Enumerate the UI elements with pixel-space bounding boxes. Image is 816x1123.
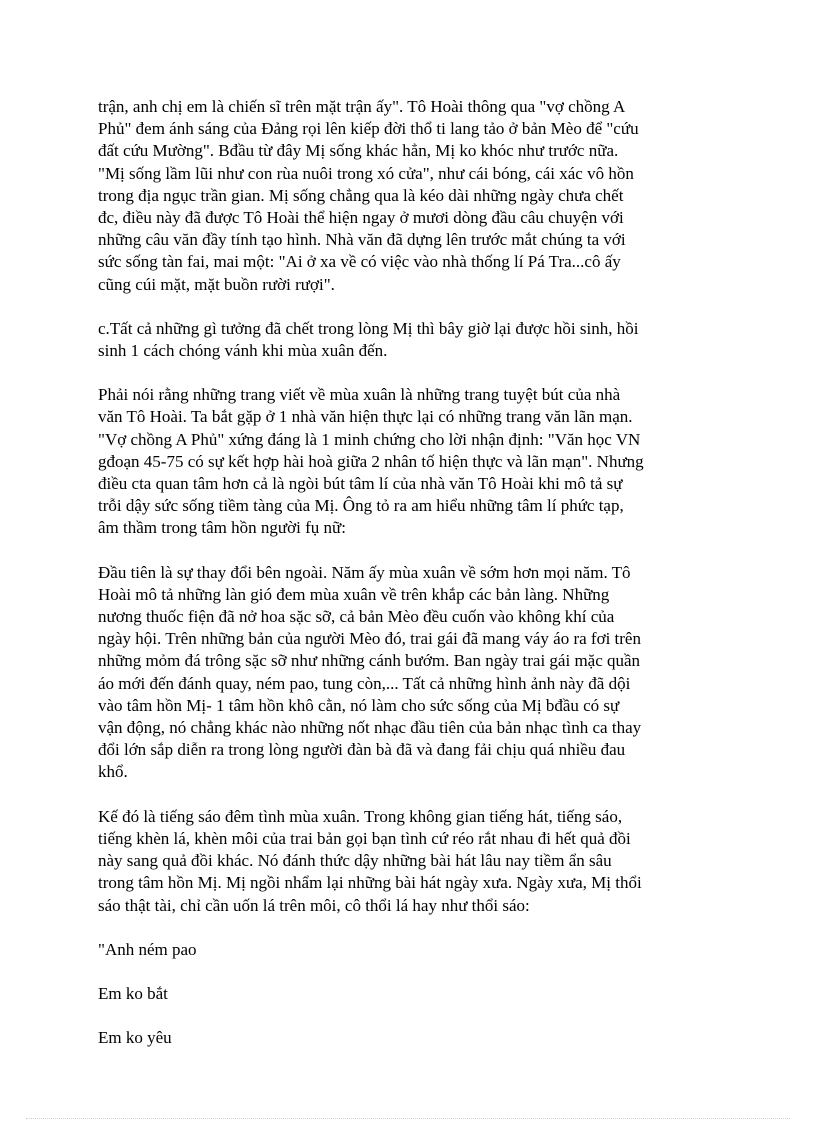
text-line: tiếng khèn lá, khèn môi của trai bản gọi bạn tình cứ réo rắt nhau đi hết quả đồi	[98, 828, 631, 848]
text-line: áo mới đến đánh quay, ném pao, tung còn,... Tất cả những hình ảnh này đã dội	[98, 673, 631, 693]
text-line: vận động, nó chẳng khác nào những nốt nhạc đầu tiên của bản nhạc tình ca thay	[98, 718, 642, 738]
paragraph-mi-song-lam-lui	[98, 96, 716, 296]
text-line: những câu văn đầy tính tạo hình. Nhà văn đã dựng lên trước mắt chúng ta với	[98, 230, 626, 250]
text-line: đc, điều này đã được Tô Hoài thể hiện ngay ở mươi dòng đầu câu chuyện với	[98, 208, 624, 228]
text-line: khổ.	[98, 762, 128, 782]
section-heading-c	[98, 318, 716, 362]
poem-line: Em ko yêu	[98, 1028, 172, 1048]
paragraph-tieng-sao	[98, 806, 716, 917]
poem-line: Em ko bắt	[98, 983, 168, 1003]
text-line: ngày hội. Trên những bản của người Mèo đó, trai gái đã mang váy áo ra fơi trên	[98, 629, 641, 649]
text-line: trỗi dậy sức sống tiềm tàng của Mị. Ông tỏ ra am hiểu những tâm lí phức tạp,	[98, 496, 624, 516]
text-line: nương thuốc fiện đã nở hoa sặc sỡ, cả bản Mèo đều cuốn vào không khí của	[98, 607, 615, 627]
text-line: c.Tất cả những gì tưởng đã chết trong lòng Mị thì bây giờ lại được hồi sinh, hồi	[98, 318, 639, 338]
text-line: văn Tô Hoài. Ta bắt gặp ở 1 nhà văn hiện thực lại có những trang văn lãn mạn.	[98, 407, 633, 427]
text-line: đổi lớn sắp diễn ra trong lòng người đàn bà đã và đang fải chịu quá nhiều đau	[98, 740, 626, 760]
text-line: "Mị sống lầm lũi như con rùa nuôi trong xó cửa", như cái bóng, cái xác vô hồn	[98, 163, 634, 183]
text-line: âm thầm trong tâm hồn người fụ nữ:	[98, 518, 346, 538]
page-bottom-divider	[26, 1118, 790, 1119]
paragraph-mua-xuan	[98, 384, 716, 539]
text-line: gđoạn 45-75 có sự kết hợp hài hoà giữa 2 nhân tố hiện thực và lãn mạn". Nhưng	[98, 451, 644, 471]
poem-excerpt	[98, 939, 716, 1050]
text-line: trong địa ngục trần gian. Mị sống chẳng qua là kéo dài những ngày chưa chết	[98, 185, 624, 205]
text-line: điều cta quan tâm hơn cả là ngòi bút tâm lí của nhà văn Tô Hoài khi mô tả sự	[98, 474, 623, 494]
text-line: vào tâm hồn Mị- 1 tâm hồn khô cằn, nó làm cho sức sống của Mị bđầu có sự	[98, 695, 620, 715]
text-line: những mỏm đá trông sặc sỡ như những cánh bướm. Ban ngày trai gái mặc quần	[98, 651, 641, 671]
text-line: "Vợ chồng A Phủ" xứng đáng là 1 minh chứng cho lời nhận định: "Văn học VN	[98, 429, 641, 449]
text-line: sinh 1 cách chóng vánh khi mùa xuân đến.	[98, 341, 388, 361]
text-line: Đầu tiên là sự thay đổi bên ngoài. Năm ấy mùa xuân về sớm hơn mọi năm. Tô	[98, 562, 631, 582]
text-line: Phải nói rằng những trang viết về mùa xuân là những trang tuyệt bút của nhà	[98, 385, 621, 405]
text-line: Kế đó là tiếng sáo đêm tình mùa xuân. Trong không gian tiếng hát, tiếng sáo,	[98, 806, 623, 826]
text-line: Hoài mô tả những làn gió đem mùa xuân về trên khắp các bản làng. Những	[98, 584, 610, 604]
text-line: sức sống tàn fai, mai một: "Ai ở xa về có việc vào nhà thống lí Pá Tra...cô ấy	[98, 252, 621, 272]
text-line: cũng cúi mặt, mặt buồn rười rượi".	[98, 274, 335, 294]
text-line: trong tâm hồn Mị. Mị ngồi nhẩm lại những bài hát ngày xưa. Ngày xưa, Mị thổi	[98, 873, 642, 893]
text-line: sáo thật tài, chỉ cần uốn lá trên môi, cô thổi lá hay như thổi sáo:	[98, 895, 530, 915]
document-body	[98, 96, 716, 1071]
text-line: này sang quả đồi khác. Nó đánh thức dậy những bài hát lâu nay tiềm ẩn sâu	[98, 851, 612, 871]
poem-line: "Anh ném pao	[98, 939, 197, 959]
paragraph-thay-doi-ben-ngoai	[98, 562, 716, 784]
text-line: Phủ" đem ánh sáng của Đảng rọi lên kiếp đời thổ ti lang tảo ở bản Mèo để "cứu	[98, 119, 639, 139]
text-line: đất cứu Mường". Bđầu từ đây Mị sống khác hẳn, Mị ko khóc như trước nữa.	[98, 141, 619, 161]
text-line: trận, anh chị em là chiến sĩ trên mặt trận ấy". Tô Hoài thông qua "vợ chồng A	[98, 97, 626, 116]
